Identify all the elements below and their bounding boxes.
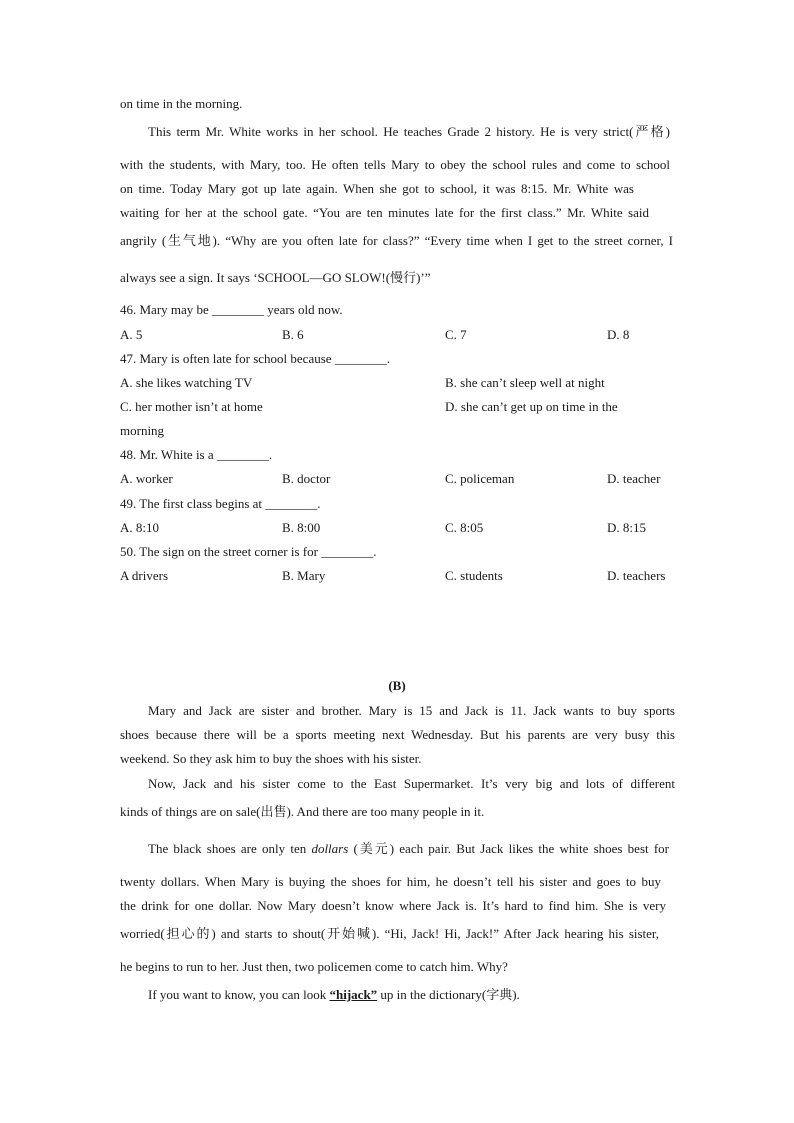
- passage-b-line-5: kinds of things are on sale(出售). And there are too many people in it.: [120, 804, 485, 819]
- passage-a-line-2: This term Mr. White works in her school. He teaches Grade 2 history. He is very strict(严格): [148, 124, 670, 139]
- question-50-option-d: D. teachers: [607, 568, 666, 583]
- question-48-option-a: A. worker: [120, 471, 173, 486]
- hijack-word: “hijack”: [329, 987, 378, 1002]
- passage-b-line-2: shoes because there will be a sports meeting next Wednesday. But his parents are very busy this: [120, 727, 675, 742]
- passage-a-line-1: on time in the morning.: [120, 96, 243, 111]
- question-48-option-d: D. teacher: [607, 471, 661, 486]
- passage-b-line-1: Mary and Jack are sister and brother. Mary is 15 and Jack is 11. Jack wants to buy sports: [148, 703, 675, 718]
- question-46-option-b: B. 6: [282, 327, 304, 342]
- question-50-stem: 50. The sign on the street corner is for ________.: [120, 544, 377, 559]
- question-49-option-b: B. 8:00: [282, 520, 321, 535]
- question-48-stem: 48. Mr. White is a ________.: [120, 447, 273, 462]
- passage-b-line-9: worried(担心的) and starts to shout(开始喊). “Hi, Jack! Hi, Jack!” After Jack hearing his sister,: [120, 926, 659, 941]
- question-46-option-d: D. 8: [607, 327, 630, 342]
- question-47-option-a: A. she likes watching TV: [120, 375, 253, 390]
- passage-b-line-4: Now, Jack and his sister come to the East Supermarket. It’s very big and lots of different: [148, 776, 675, 791]
- passage-a-line-5: waiting for her at the school gate. “You are ten minutes late for the first class.” Mr. White said: [120, 205, 649, 220]
- question-46-stem: 46. Mary may be ________ years old now.: [120, 302, 343, 317]
- passage-a-line-7: always see a sign. It says ‘SCHOOL—GO SLOW!(慢行)’”: [120, 270, 431, 285]
- question-50-option-c: C. students: [445, 568, 503, 583]
- passage-a-line-4: on time. Today Mary got up late again. When she got to school, it was 8:15. Mr. White was: [120, 181, 634, 196]
- passage-a-line-6: angrily (生气地). “Why are you often late for class?” “Every time when I get to the street corner, I: [120, 233, 673, 248]
- question-48-option-b: B. doctor: [282, 471, 331, 486]
- passage-b-line-11-part-1: If you want to know, you can look: [148, 987, 330, 1002]
- question-46-option-a: A. 5: [120, 327, 143, 342]
- passage-b-line-11: [148, 987, 520, 1003]
- passage-b-line-10: he begins to run to her. Just then, two policemen come to catch him. Why?: [120, 959, 508, 974]
- passage-a-line-3: with the students, with Mary, too. He often tells Mary to obey the school rules and come to school: [120, 157, 670, 172]
- question-50-option-a: A drivers: [120, 568, 169, 583]
- passage-b-line-11-part-2: up in the dictionary(字典).: [377, 987, 520, 1002]
- dollars-word: dollars: [311, 841, 349, 856]
- passage-b-line-7: twenty dollars. When Mary is buying the shoes for him, he doesn’t tell his sister and goes to buy: [120, 874, 661, 889]
- question-49-option-d: D. 8:15: [607, 520, 646, 535]
- question-47-option-c: C. her mother isn’t at home: [120, 399, 263, 414]
- question-49-option-c: C. 8:05: [445, 520, 484, 535]
- passage-b-line-8: the drink for one dollar. Now Mary doesn’t know where Jack is. It’s hard to find him. She is very: [120, 898, 666, 913]
- question-50-option-b: B. Mary: [282, 568, 326, 583]
- question-47-option-d: D. she can’t get up on time in the: [445, 399, 618, 414]
- passage-b-heading: (B): [388, 678, 406, 693]
- question-49-stem: 49. The first class begins at ________.: [120, 496, 321, 511]
- question-49-option-a: A. 8:10: [120, 520, 159, 535]
- passage-b-line-6: [148, 841, 669, 857]
- passage-b-line-6-part-1: The black shoes are only ten: [148, 841, 312, 856]
- question-46-option-c: C. 7: [445, 327, 467, 342]
- passage-b-line-3: weekend. So they ask him to buy the shoes with his sister.: [120, 751, 422, 766]
- passage-b-line-6-part-2: (美元) each pair. But Jack likes the white shoes best for: [348, 841, 669, 856]
- question-48-option-c: C. policeman: [445, 471, 515, 486]
- question-47-option-b: B. she can’t sleep well at night: [445, 375, 605, 390]
- question-47-option-d-wrap: morning: [120, 423, 165, 438]
- question-47-stem: 47. Mary is often late for school because ________.: [120, 351, 391, 366]
